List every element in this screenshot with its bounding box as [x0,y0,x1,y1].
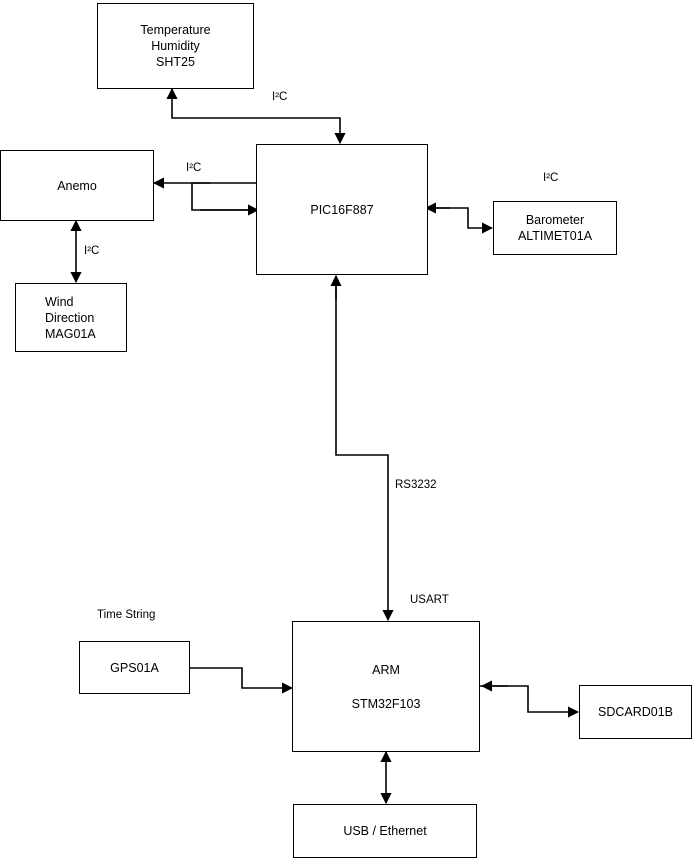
node-usb-ethernet [293,804,477,858]
edge-label-i2c-sht25: I²C [272,91,288,103]
node-line: Direction [45,310,95,325]
edge-label-usart: USART [410,594,449,606]
edge-label-i2c-anemo: I²C [186,162,202,174]
node-line: Wind [45,294,74,309]
node-line: Temperature [140,23,211,37]
node-wind-direction-mag01a [15,283,127,352]
node-line: PIC16F887 [310,202,374,217]
node-line: Humidity [151,39,200,53]
wire-pic-anemo [192,183,256,210]
wire-pic-arm-down [336,285,388,620]
node-line: GPS01A [110,660,159,675]
edge-label-time-string: Time String [97,609,156,621]
node-line: SHT25 [156,55,195,69]
wire-gps-arm [190,668,292,688]
node-line: ARM [372,662,400,677]
node-gps01a [79,641,190,694]
node-temperature-humidity-sht25 [97,3,254,89]
node-sdcard01b [579,685,692,739]
node-line: SDCARD01B [597,705,674,719]
node-barometer-altimet01a [493,201,617,255]
node-line: STM32F103 [351,696,421,711]
node-line: USB / Ethernet [343,824,427,838]
node-line: Anemo [57,178,97,193]
wire-pic-sht25 [172,89,340,143]
wire-arm-sdcard [480,686,578,712]
edge-label-rs3232: RS3232 [395,479,437,491]
wire-pic-barometer [428,208,492,228]
node-anemo [0,150,154,221]
edge-label-i2c-winddir: I²C [84,245,100,257]
node-arm-stm32f103 [292,621,480,752]
node-pic16f887 [256,144,428,275]
node-line: Barometer [525,213,585,227]
node-line: ALTIMET01A [517,229,593,243]
node-line: MAG01A [45,326,96,341]
edge-label-i2c-barometer: I²C [543,172,559,184]
